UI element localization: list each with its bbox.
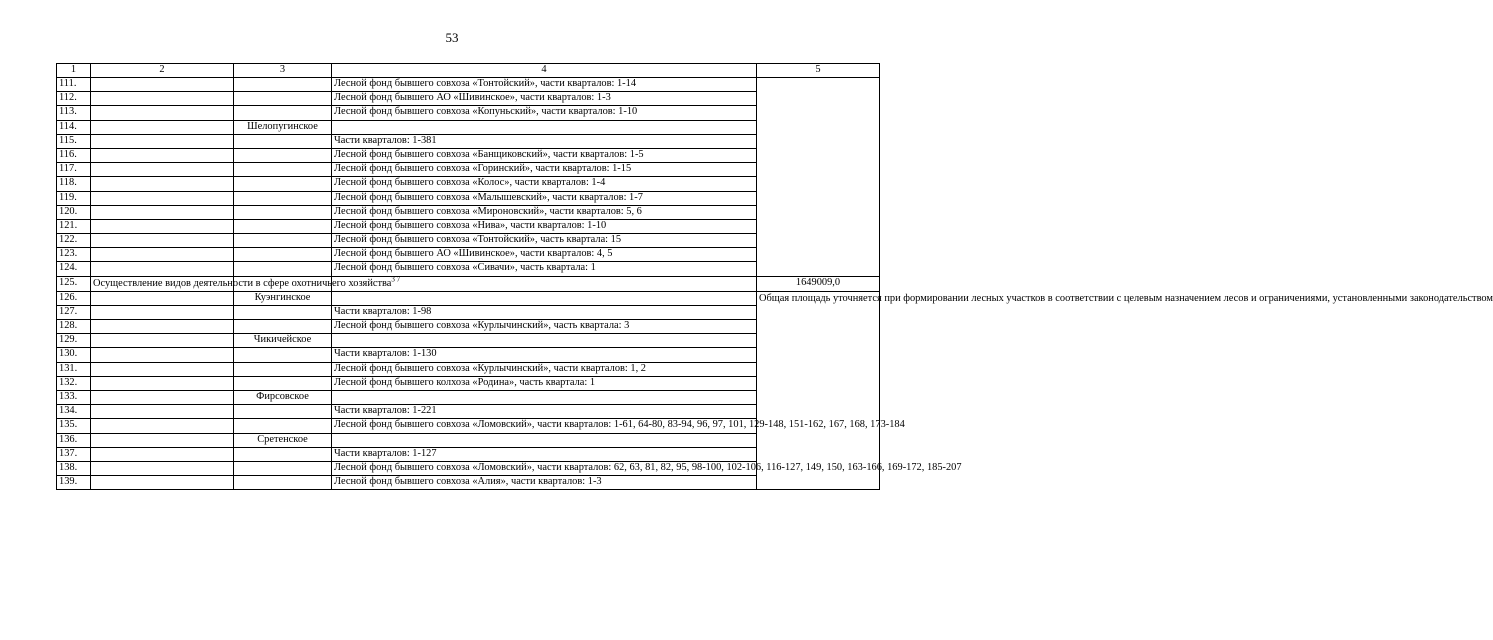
row-activity — [91, 134, 234, 148]
row-district — [234, 447, 332, 461]
table-row — [57, 390, 880, 404]
row-description: Части кварталов: 1-98 — [332, 305, 757, 319]
row-district — [234, 376, 332, 390]
row-description: Лесной фонд бывшего совхоза «Мироновский», части кварталов: 5, 6 — [332, 205, 757, 219]
table-row — [57, 134, 880, 148]
area-note: Общая площадь уточняется при формировании лесных участков в соответствии с целевым назначением лесов и ограничениями, установленными законодательством — [757, 291, 880, 490]
row-district — [234, 405, 332, 419]
row-number: 126. — [57, 291, 91, 305]
row-district: Куэнгинское — [234, 291, 332, 305]
row-activity — [91, 219, 234, 233]
row-activity — [91, 390, 234, 404]
table-row — [57, 78, 880, 92]
row-description — [332, 390, 757, 404]
row-activity — [91, 476, 234, 490]
table-row — [57, 376, 880, 390]
row-activity — [91, 234, 234, 248]
row-description — [332, 291, 757, 305]
row-activity — [91, 320, 234, 334]
row-activity — [91, 419, 234, 433]
row-district — [234, 191, 332, 205]
table-header-row — [57, 64, 880, 78]
row-number: 122. — [57, 234, 91, 248]
page-number: 53 — [445, 30, 459, 45]
row-activity — [91, 106, 234, 120]
table-row — [57, 362, 880, 376]
row-district — [234, 163, 332, 177]
row-district — [234, 461, 332, 475]
row-district — [234, 92, 332, 106]
row-activity — [91, 163, 234, 177]
row-description: Лесной фонд бывшего совхоза «Тонтойский», часть квартала: 15 — [332, 234, 757, 248]
row-activity — [91, 177, 234, 191]
row-number: 130. — [57, 348, 91, 362]
row-district — [234, 362, 332, 376]
row-number: 114. — [57, 120, 91, 134]
row-description: Лесной фонд бывшего совхоза «Нива», части кварталов: 1-10 — [332, 219, 757, 233]
table-row — [57, 163, 880, 177]
row-number: 137. — [57, 447, 91, 461]
table-row — [57, 334, 880, 348]
row-description: Лесной фонд бывшего колхоза «Родина», часть квартала: 1 — [332, 376, 757, 390]
row-district — [234, 219, 332, 233]
row-description: Лесной фонд бывшего совхоза «Банщиковский», части кварталов: 1-5 — [332, 148, 757, 162]
row-number: 123. — [57, 248, 91, 262]
row-activity — [91, 461, 234, 475]
row-number: 136. — [57, 433, 91, 447]
row-description: Лесной фонд бывшего совхоза «Курлычинский», части кварталов: 1, 2 — [332, 362, 757, 376]
header-col-4: 4 — [332, 64, 757, 78]
row-activity — [91, 120, 234, 134]
row-number: 120. — [57, 205, 91, 219]
table-row — [57, 234, 880, 248]
row-district — [234, 262, 332, 276]
row-number: 134. — [57, 405, 91, 419]
table-row — [57, 177, 880, 191]
row-district — [234, 248, 332, 262]
table-row — [57, 191, 880, 205]
row-number: 132. — [57, 376, 91, 390]
table-row — [57, 120, 880, 134]
row-district — [234, 177, 332, 191]
row-activity — [91, 275, 401, 291]
row-description: Части кварталов: 1-221 — [332, 405, 757, 419]
row-description: Лесной фонд бывшего совхоза «Сивачи», часть квартала: 1 — [332, 262, 757, 276]
row-description — [332, 120, 757, 134]
row-district — [234, 78, 332, 92]
row-number: 127. — [57, 305, 91, 319]
activity-text: Осуществление видов деятельности в сфере охотничьего хозяйства — [93, 277, 392, 289]
row-activity — [91, 348, 234, 362]
table-row — [57, 476, 880, 490]
row-activity — [91, 334, 234, 348]
table-row — [57, 92, 880, 106]
header-col-2: 2 — [91, 64, 234, 78]
row-description — [332, 433, 757, 447]
row-description: Лесной фонд бывшего совхоза «Малышевский», части кварталов: 1-7 — [332, 191, 757, 205]
row-activity — [91, 447, 234, 461]
row-number: 133. — [57, 390, 91, 404]
row-number: 125. — [57, 276, 91, 291]
row-number: 124. — [57, 262, 91, 276]
forest-fund-table — [56, 63, 1493, 490]
area-value: 1649009,0 — [757, 276, 880, 291]
row-description: Части кварталов: 1-130 — [332, 348, 757, 362]
row-description: Лесной фонд бывшего совхоза «Копуньский», части кварталов: 1-10 — [332, 106, 757, 120]
row-activity — [91, 376, 234, 390]
table-row — [57, 248, 880, 262]
row-district: Чикичейское — [234, 334, 332, 348]
row-number: 115. — [57, 134, 91, 148]
row-district: Шелопугинское — [234, 120, 332, 134]
row-number: 128. — [57, 320, 91, 334]
activity-footnote: 3 7 — [391, 275, 401, 284]
row-activity — [91, 433, 234, 447]
row-description: Части кварталов: 1-381 — [332, 134, 757, 148]
row-district — [234, 148, 332, 162]
row-activity — [91, 405, 234, 419]
row-number: 117. — [57, 163, 91, 177]
row-district — [234, 419, 332, 433]
row-area — [757, 78, 880, 277]
row-number: 116. — [57, 148, 91, 162]
row-description: Лесной фонд бывшего совхоза «Колос», части кварталов: 1-4 — [332, 177, 757, 191]
row-district — [234, 205, 332, 219]
row-number: 111. — [57, 78, 91, 92]
table-row — [57, 419, 880, 433]
table-row — [57, 219, 880, 233]
row-description: Части кварталов: 1-127 — [332, 447, 757, 461]
row-number: 113. — [57, 106, 91, 120]
header-col-3: 3 — [234, 64, 332, 78]
row-activity — [91, 191, 234, 205]
row-description: Лесной фонд бывшего совхоза «Ломовский», части кварталов: 1-61, 64-80, 83-94, 96, 97, 101, 129-148, 151-162, 167, 168, 173-184 — [332, 419, 757, 433]
row-description: Лесной фонд бывшего АО «Шивинское», части кварталов: 1-3 — [332, 92, 757, 106]
row-activity — [91, 205, 234, 219]
row-activity — [91, 92, 234, 106]
row-district — [234, 106, 332, 120]
table-row — [57, 262, 880, 276]
row-activity — [91, 262, 234, 276]
row-district: Фирсовское — [234, 390, 332, 404]
header-col-1: 1 — [57, 64, 91, 78]
table-row — [57, 433, 880, 447]
row-district: Сретенское — [234, 433, 332, 447]
row-description: Лесной фонд бывшего совхоза «Курлычинский», часть квартала: 3 — [332, 320, 757, 334]
row-number: 119. — [57, 191, 91, 205]
row-district — [234, 134, 332, 148]
table-row-activity — [57, 276, 880, 291]
table-row — [57, 348, 880, 362]
row-district — [234, 305, 332, 319]
row-number: 139. — [57, 476, 91, 490]
row-activity — [91, 362, 234, 376]
row-district — [234, 320, 332, 334]
row-number: 112. — [57, 92, 91, 106]
row-activity — [91, 78, 234, 92]
table-row — [57, 148, 880, 162]
row-number: 131. — [57, 362, 91, 376]
row-number: 121. — [57, 219, 91, 233]
table-row — [57, 205, 880, 219]
table-row — [57, 106, 880, 120]
row-district — [234, 476, 332, 490]
row-description: Лесной фонд бывшего совхоза «Ломовский», части кварталов: 62, 63, 81, 82, 95, 98-100, 102-106, 116-127, 149, 150, 163-166, 169-172, 185-207 — [332, 461, 757, 475]
row-description: Лесной фонд бывшего совхоза «Тонтойский», части кварталов: 1-14 — [332, 78, 757, 92]
table-row — [57, 305, 880, 319]
table-row — [57, 405, 880, 419]
table-row — [57, 320, 880, 334]
row-number: 138. — [57, 461, 91, 475]
row-description: Лесной фонд бывшего совхоза «Горинский», части кварталов: 1-15 — [332, 163, 757, 177]
row-description — [332, 334, 757, 348]
row-activity — [91, 291, 234, 305]
row-number: 118. — [57, 177, 91, 191]
row-district — [234, 234, 332, 248]
table-row — [57, 447, 880, 461]
row-number: 135. — [57, 419, 91, 433]
row-activity — [91, 305, 234, 319]
row-description: Лесной фонд бывшего АО «Шивинское», части кварталов: 4, 5 — [332, 248, 757, 262]
table-row — [57, 461, 880, 475]
table-row — [57, 291, 880, 305]
row-activity — [91, 248, 234, 262]
row-activity — [91, 148, 234, 162]
row-description: Лесной фонд бывшего совхоза «Алия», части кварталов: 1-3 — [332, 476, 757, 490]
header-col-5: 5 — [757, 64, 880, 78]
row-district — [234, 348, 332, 362]
row-number: 129. — [57, 334, 91, 348]
